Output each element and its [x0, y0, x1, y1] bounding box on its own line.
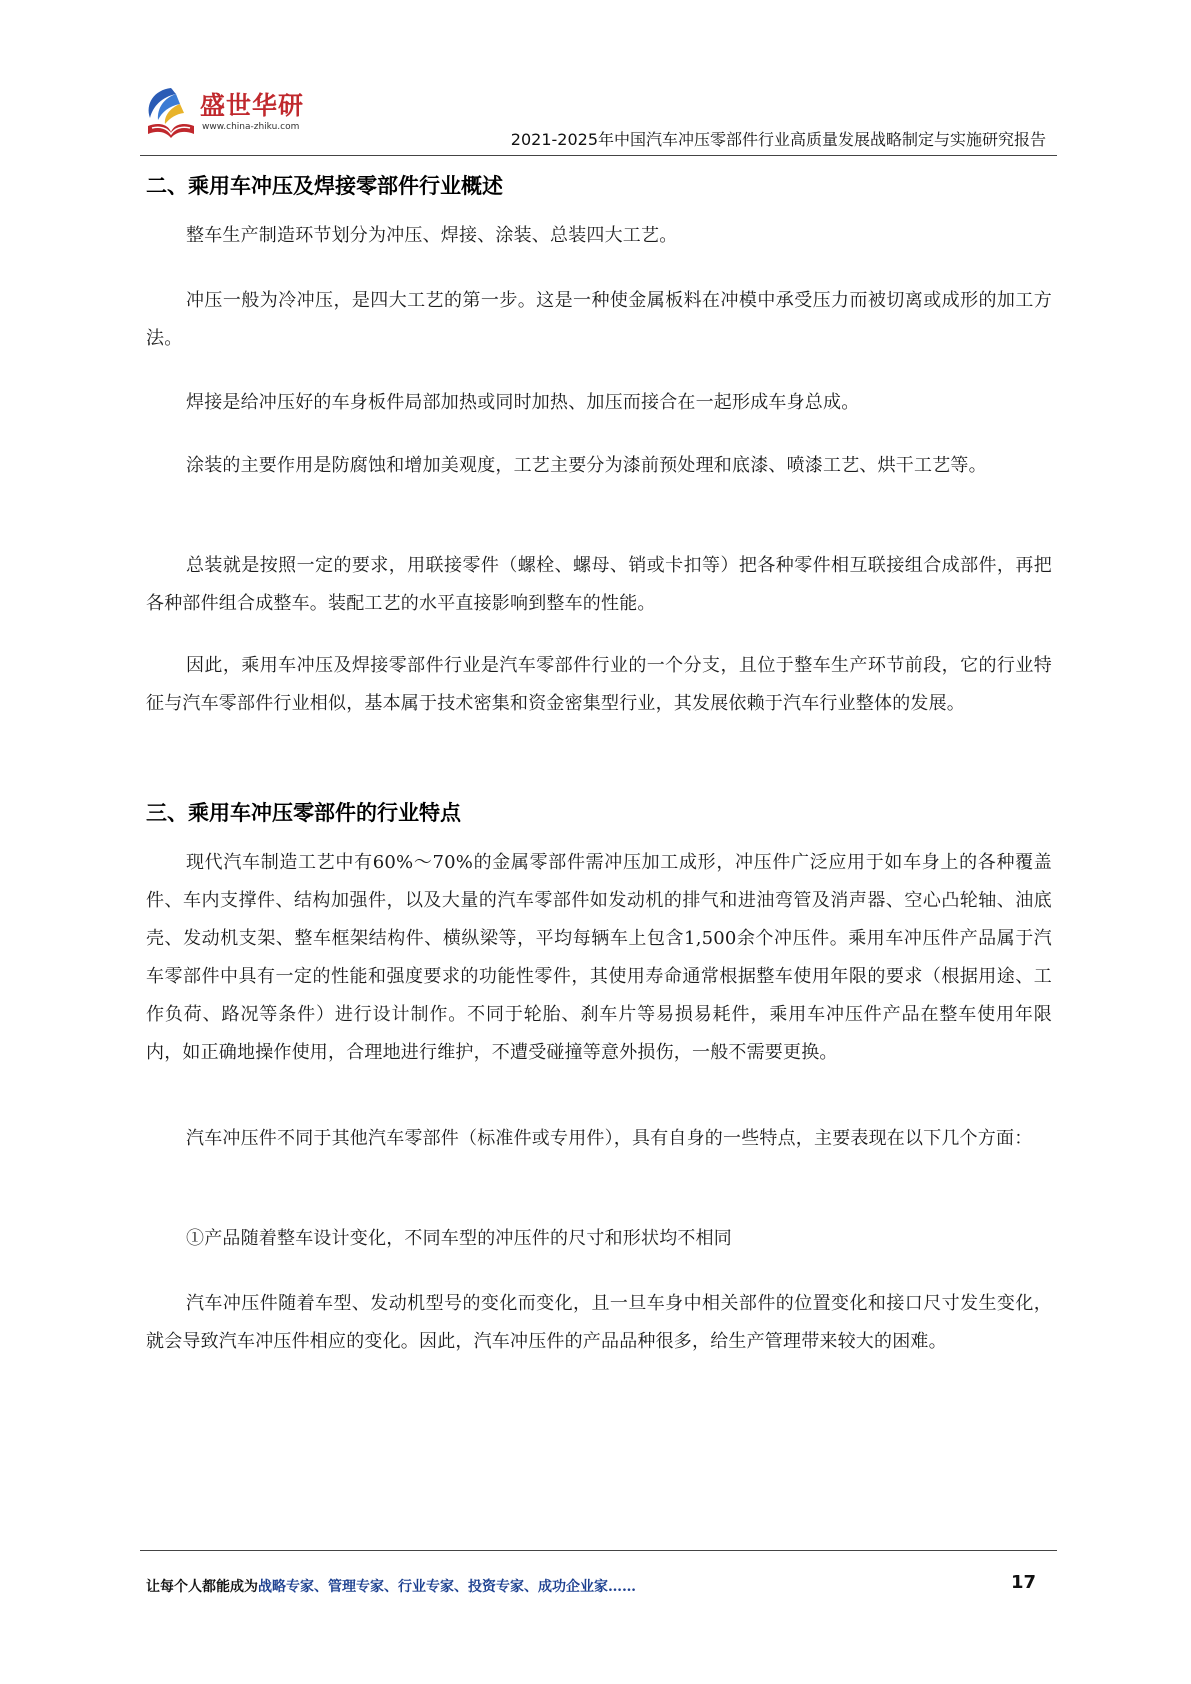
paragraph: 总装就是按照一定的要求，用联接零件（螺栓、螺母、销或卡扣等）把各种零件相互联接组合成部件，再把各种部件组合成整车。装配工艺的水平直接影响到整车的性能。 — [146, 555, 1052, 614]
list-item-heading: ①产品随着整车设计变化，不同车型的冲压件的尺寸和形状均不相同 — [186, 1228, 732, 1249]
report-title: 2021-2025年中国汽车冲压零部件行业高质量发展战略制定与实施研究报告 — [510, 130, 1046, 149]
page-footer — [0, 1540, 1191, 1640]
footer-divider — [140, 1550, 1057, 1551]
page-number: 17 — [1010, 1572, 1036, 1593]
logo-website-url: www.china-zhiku.com — [202, 122, 300, 132]
paragraph: 涂装的主要作用是防腐蚀和增加美观度，工艺主要分为漆前预处理和底漆、喷漆工艺、烘干工艺等。 — [186, 455, 987, 476]
paragraph: 汽车冲压件不同于其他汽车零部件（标准件或专用件），具有自身的一些特点，主要表现在以下几个方面： — [186, 1128, 1033, 1149]
paragraph: 汽车冲压件随着车型、发动机型号的变化而变化，且一旦车身中相关部件的位置变化和接口尺寸发生变化，就会导致汽车冲压件相应的变化。因此，汽车冲压件的产品品种很多，给生产管理带来较大的困难。 — [146, 1293, 1052, 1352]
slogan-roles: 战略专家、管理专家、行业专家、投资专家、成功企业家…… — [258, 1579, 636, 1595]
paragraph: 冲压一般为冷冲压，是四大工艺的第一步。这是一种使金属板料在冲模中承受压力而被切离或成形的加工方法。 — [146, 290, 1052, 349]
paragraph: 因此，乘用车冲压及焊接零部件行业是汽车零部件行业的一个分支，且位于整车生产环节前段，它的行业特征与汽车零部件行业相似，基本属于技术密集和资金密集型行业，其发展依赖于汽车行业整体的发展。 — [146, 655, 1052, 714]
footer-slogan — [146, 1576, 636, 1596]
section-heading-overview: 二、乘用车冲压及焊接零部件行业概述 — [146, 174, 503, 198]
paragraph: 焊接是给冲压好的车身板件局部加热或同时加热、加压而接合在一起形成车身总成。 — [186, 392, 860, 413]
paragraph: 现代汽车制造工艺中有60%～70%的金属零部件需冲压加工成形，冲压件广泛应用于如车身上的各种覆盖件、车内支撑件、结构加强件，以及大量的汽车零部件如发动机的排气和进油弯管及消声器、空心凸轮轴、油底壳、发动机支架、整车框架结构件、横纵梁等，平均每辆车上包含1,500余个冲压件。乘用车冲压件产品属于汽车零部件中具有一定的性能和强度要求的功能性零件，其使用寿命通常根据整车使用年限的要求（根据用途、工作负荷、路况等条件）进行设计制作。不同于轮胎、刹车片等易损易耗件，乘用车冲压件产品在整车使用年限内，如正确地操作使用，合理地进行维护，不遭受碰撞等意外损伤，一般不需要更换。 — [146, 852, 1052, 1063]
logo-company-name: 盛世华研 — [200, 91, 305, 120]
paragraph: 整车生产制造环节划分为冲压、焊接、涂装、总装四大工艺。 — [186, 225, 678, 246]
section-heading-characteristics: 三、乘用车冲压零部件的行业特点 — [146, 801, 461, 825]
slogan-prefix: 让每个人都能成为 — [146, 1579, 258, 1595]
